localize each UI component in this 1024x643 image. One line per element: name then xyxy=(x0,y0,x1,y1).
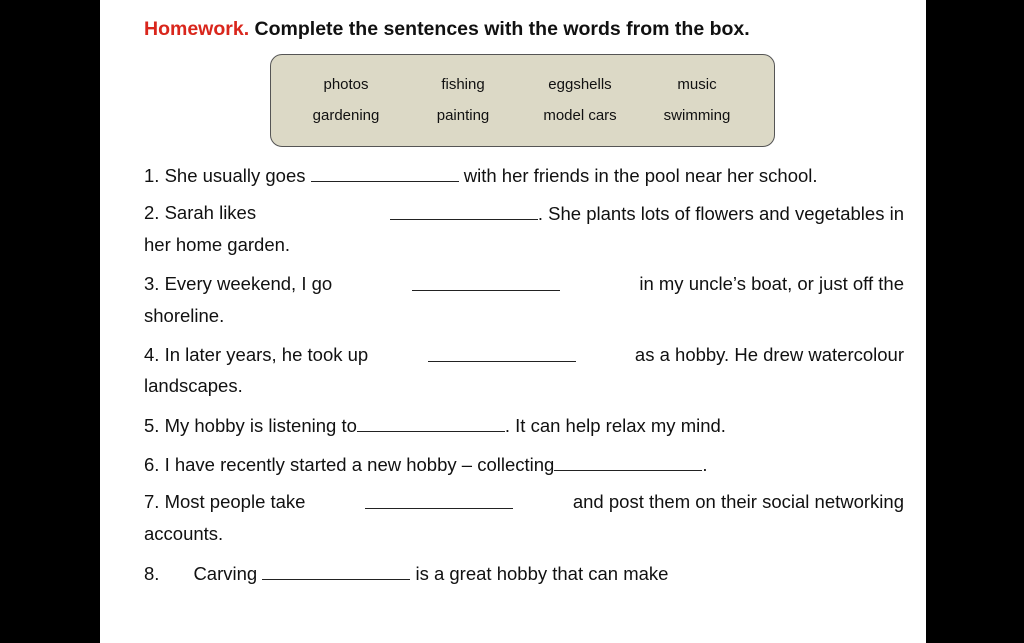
question-number: 5. xyxy=(144,415,160,436)
question-3-continuation: shoreline. xyxy=(144,305,225,326)
homework-label: Homework. xyxy=(144,18,250,40)
word-photos: photos xyxy=(323,76,369,93)
word-painting: painting xyxy=(436,107,490,124)
question-text-after: with her friends in the pool near her school. xyxy=(463,165,818,186)
word-swimming: swimming xyxy=(663,107,731,124)
question-4-continuation: landscapes. xyxy=(144,375,243,396)
question-text-before: Most people take xyxy=(164,491,306,512)
answer-blank[interactable] xyxy=(554,448,702,471)
question-text-before: In later years, he took up xyxy=(164,344,369,365)
question-text-before: I have recently started a new hobby – collecting xyxy=(164,454,555,475)
word-music: music xyxy=(677,76,717,93)
question-text-after: . xyxy=(702,454,708,475)
question-number: 6. xyxy=(144,454,160,475)
question-text-after: and post them on their social networking xyxy=(572,491,904,512)
page-title xyxy=(144,18,750,41)
question-text-before: Carving xyxy=(193,563,258,584)
question-7 xyxy=(144,486,904,518)
word-fishing: fishing xyxy=(441,76,485,93)
question-number: 1. xyxy=(144,165,160,186)
instruction-text: Complete the sentences with the words from the box. xyxy=(254,18,750,40)
answer-blank[interactable] xyxy=(412,268,560,291)
answer-blank[interactable] xyxy=(311,159,459,182)
question-number: 7. xyxy=(144,491,160,512)
question-text-after: . It can help relax my mind. xyxy=(504,415,726,436)
word-eggshells: eggshells xyxy=(548,76,612,93)
question-4 xyxy=(144,339,904,371)
question-6 xyxy=(144,448,904,481)
answer-blank[interactable] xyxy=(365,486,513,509)
question-number: 4. xyxy=(144,344,160,365)
question-2 xyxy=(144,197,904,230)
worksheet-page xyxy=(100,0,926,643)
question-text-before: Sarah likes xyxy=(164,202,257,223)
question-5 xyxy=(144,409,904,442)
word-model-cars: model cars xyxy=(543,107,617,124)
word-box xyxy=(270,54,775,147)
answer-blank[interactable] xyxy=(357,409,505,432)
question-text-before: She usually goes xyxy=(164,165,306,186)
question-text-before: My hobby is listening to xyxy=(164,415,357,436)
question-7-continuation: accounts. xyxy=(144,523,224,544)
word-gardening: gardening xyxy=(312,107,380,124)
question-3 xyxy=(144,268,904,300)
answer-blank[interactable] xyxy=(390,197,538,220)
question-text-before: Every weekend, I go xyxy=(164,273,333,294)
question-text-after: is a great hobby that can make xyxy=(415,563,669,584)
question-text-after: as a hobby. He drew watercolour xyxy=(634,344,904,365)
question-number: 8. xyxy=(144,563,160,584)
question-text-after: in my uncle’s boat, or just off the xyxy=(639,273,904,294)
question-number: 2. xyxy=(144,202,160,223)
question-1 xyxy=(144,159,904,192)
question-text-after: . She plants lots of flowers and vegetables in xyxy=(537,203,904,224)
answer-blank[interactable] xyxy=(428,339,576,362)
question-8 xyxy=(144,557,904,590)
answer-blank[interactable] xyxy=(262,557,410,580)
question-number: 3. xyxy=(144,273,160,294)
question-2-continuation: her home garden. xyxy=(144,234,291,255)
